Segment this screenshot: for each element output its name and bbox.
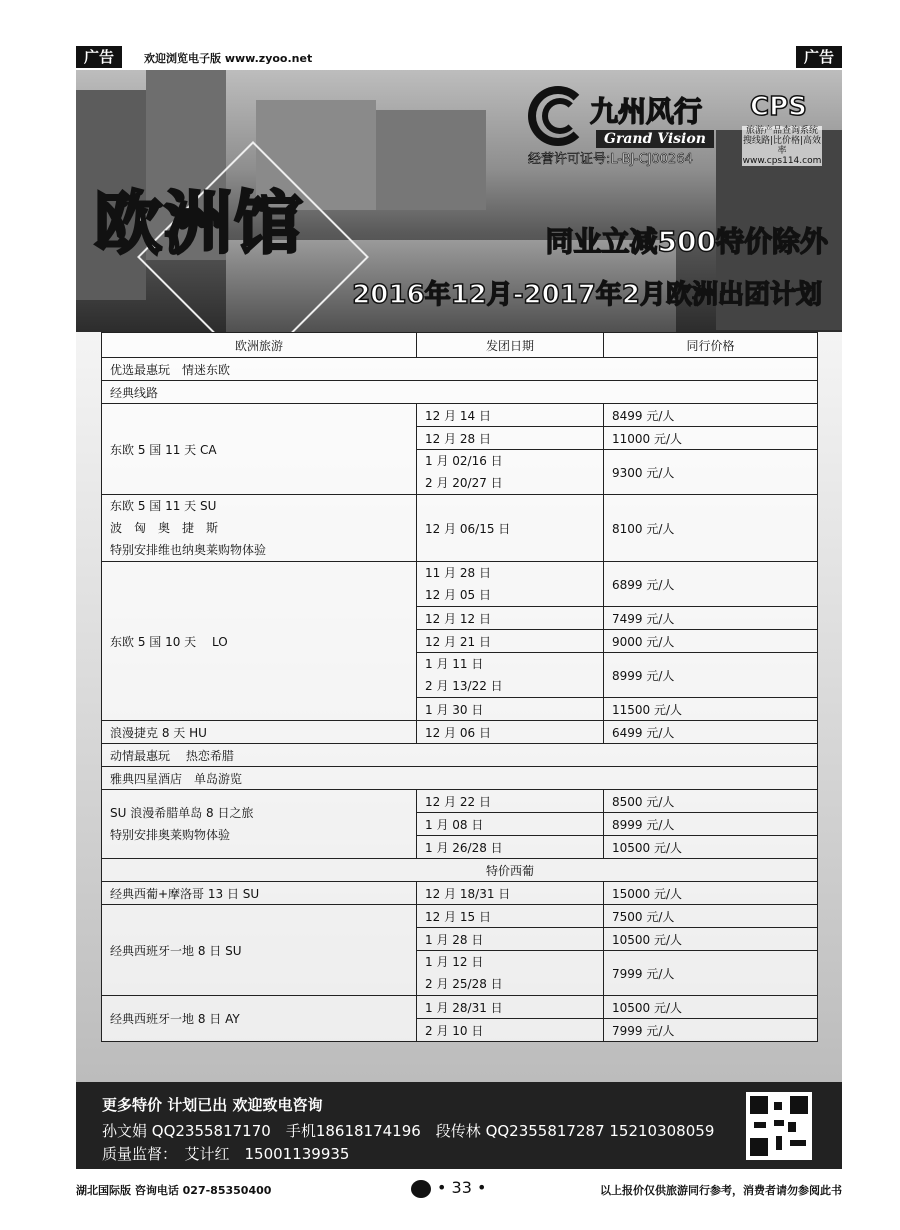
table-row bbox=[102, 495, 818, 562]
section-title: 特价西葡 bbox=[417, 859, 604, 882]
departure-date: 12 月 21 日 bbox=[417, 630, 604, 653]
price: 11500 元/人 bbox=[604, 698, 818, 721]
table-row bbox=[102, 562, 818, 607]
departure-date: 2 月 10 日 bbox=[417, 1019, 604, 1042]
section-row bbox=[102, 859, 818, 882]
plan-title: 2016年12月-2017年2月欧洲出团计划 bbox=[352, 280, 822, 310]
contact-footer bbox=[76, 1082, 842, 1169]
price: 8500 元/人 bbox=[604, 790, 818, 813]
departure-date: 1 月 30 日 bbox=[417, 698, 604, 721]
price: 15000 元/人 bbox=[604, 882, 818, 905]
route-line: 波 匈 奥 捷 斯 bbox=[110, 521, 219, 535]
table-header-row bbox=[102, 333, 818, 358]
departure-date: 1 月 28 日 bbox=[417, 928, 604, 951]
departure-date bbox=[417, 951, 604, 996]
section-title: 优选最惠玩 情迷东欧 bbox=[102, 358, 818, 381]
departure-date: 12 月 28 日 bbox=[417, 427, 604, 450]
cps-sub-line: 旅游产品查询系统 bbox=[745, 126, 818, 136]
departure-date bbox=[417, 562, 604, 607]
section-row bbox=[102, 358, 818, 381]
departure-date bbox=[417, 653, 604, 698]
license-number: 经营许可证号:L-BJ-CJ00264 bbox=[528, 152, 693, 167]
qr-code-icon bbox=[746, 1092, 812, 1160]
logo-arc-inner-icon bbox=[542, 98, 578, 134]
table-row bbox=[102, 905, 818, 928]
top-bar bbox=[76, 46, 842, 70]
price: 6499 元/人 bbox=[604, 721, 818, 744]
contact-phones: 孙文娟 QQ2355817170 手机18618174196 段传林 QQ2355817287 15210308059 bbox=[102, 1122, 715, 1140]
route-name: 经典西班牙一地 8 日 AY bbox=[102, 996, 417, 1042]
brand-name-cn: 九州风行 bbox=[590, 95, 703, 128]
price: 8999 元/人 bbox=[604, 813, 818, 836]
contact-headline: 更多特价 计划已出 欢迎致电咨询 bbox=[102, 1096, 323, 1114]
price: 7500 元/人 bbox=[604, 905, 818, 928]
price: 7999 元/人 bbox=[604, 951, 818, 996]
departure-date: 1 月 28/31 日 bbox=[417, 996, 604, 1019]
departure-date: 12 月 06 日 bbox=[417, 721, 604, 744]
date-line: 2 月 13/22 日 bbox=[425, 679, 503, 693]
date-line: 1 月 02/16 日 bbox=[425, 454, 503, 468]
table-row bbox=[102, 996, 818, 1019]
table-row bbox=[102, 721, 818, 744]
route-line: SU 浪漫希腊单岛 8 日之旅 bbox=[110, 806, 254, 820]
price: 9000 元/人 bbox=[604, 630, 818, 653]
promo-text: 同业立减500特价除外 bbox=[545, 225, 828, 258]
price: 9300 元/人 bbox=[604, 450, 818, 495]
departure-date: 12 月 22 日 bbox=[417, 790, 604, 813]
departure-date: 1 月 26/28 日 bbox=[417, 836, 604, 859]
price: 7999 元/人 bbox=[604, 1019, 818, 1042]
brand-name-en: Grand Vision bbox=[596, 130, 714, 148]
price: 6899 元/人 bbox=[604, 562, 818, 607]
browse-text: 欢迎浏览电子版 www.zyoo.net bbox=[144, 52, 313, 65]
hero-title: 欧洲馆 bbox=[94, 185, 305, 264]
section-spacer bbox=[102, 859, 417, 882]
header-date: 发团日期 bbox=[417, 333, 604, 358]
price: 8499 元/人 bbox=[604, 404, 818, 427]
route-name bbox=[102, 790, 417, 859]
route-name: 经典西葡+摩洛哥 13 日 SU bbox=[102, 882, 417, 905]
price: 10500 元/人 bbox=[604, 996, 818, 1019]
departure-date: 12 月 18/31 日 bbox=[417, 882, 604, 905]
route-name: 浪漫捷克 8 天 HU bbox=[102, 721, 417, 744]
quality-supervisor: 质量监督： 艾计红 15001139935 bbox=[102, 1145, 350, 1163]
price: 8999 元/人 bbox=[604, 653, 818, 698]
price: 10500 元/人 bbox=[604, 836, 818, 859]
cps-sub-line: www.cps114.com bbox=[742, 156, 822, 166]
departure-date: 12 月 06/15 日 bbox=[417, 495, 604, 562]
page-number-block bbox=[411, 1178, 486, 1198]
date-line: 2 月 20/27 日 bbox=[425, 476, 503, 490]
hero-banner bbox=[76, 70, 842, 332]
price: 7499 元/人 bbox=[604, 607, 818, 630]
route-name: 经典西班牙一地 8 日 SU bbox=[102, 905, 417, 996]
cps-subtitle bbox=[742, 126, 822, 166]
section-title: 动情最惠玩 热恋希腊 bbox=[102, 744, 818, 767]
departure-date: 12 月 12 日 bbox=[417, 607, 604, 630]
departure-date: 12 月 14 日 bbox=[417, 404, 604, 427]
cps-logo: CPS bbox=[750, 92, 807, 122]
date-line: 1 月 12 日 bbox=[425, 955, 484, 969]
tour-table bbox=[101, 332, 818, 1042]
header-route: 欧洲旅游 bbox=[102, 333, 417, 358]
route-line: 东欧 5 国 11 天 SU bbox=[110, 499, 217, 513]
route-name: 东欧 5 国 10 天 LO bbox=[102, 562, 417, 721]
price: 8100 元/人 bbox=[604, 495, 818, 562]
date-line: 2 月 25/28 日 bbox=[425, 977, 503, 991]
price: 10500 元/人 bbox=[604, 928, 818, 951]
departure-date: 12 月 15 日 bbox=[417, 905, 604, 928]
table-row bbox=[102, 790, 818, 813]
section-row bbox=[102, 744, 818, 767]
cps-sub-line: 搜线路|比价格|高效率 bbox=[742, 136, 822, 156]
date-line: 11 月 28 日 bbox=[425, 566, 491, 580]
footer-left: 湖北国际版 咨询电话 027-85350400 bbox=[76, 1184, 272, 1197]
section-row bbox=[102, 381, 818, 404]
section-title: 雅典四星酒店 单岛游览 bbox=[102, 767, 818, 790]
date-line: 12 月 05 日 bbox=[425, 588, 491, 602]
route-line: 特别安排维也纳奥莱购物体验 bbox=[110, 543, 267, 557]
price: 11000 元/人 bbox=[604, 427, 818, 450]
departure-date bbox=[417, 450, 604, 495]
route-name bbox=[102, 495, 417, 562]
table-row bbox=[102, 882, 818, 905]
page-number: • 33 • bbox=[437, 1178, 487, 1197]
date-line: 1 月 11 日 bbox=[425, 657, 484, 671]
section-row bbox=[102, 767, 818, 790]
section-spacer bbox=[604, 859, 818, 882]
ad-tag-right: 广告 bbox=[796, 46, 842, 68]
publisher-logo-icon bbox=[411, 1180, 431, 1198]
route-name: 东欧 5 国 11 天 CA bbox=[102, 404, 417, 495]
departure-date: 1 月 08 日 bbox=[417, 813, 604, 836]
table-row bbox=[102, 404, 818, 427]
page-footer bbox=[76, 1178, 842, 1200]
section-title: 经典线路 bbox=[102, 381, 818, 404]
ad-tag-left: 广告 bbox=[76, 46, 122, 68]
route-line: 特别安排奥莱购物体验 bbox=[110, 828, 231, 842]
building-image bbox=[376, 110, 486, 210]
header-price: 同行价格 bbox=[604, 333, 818, 358]
table-area bbox=[76, 332, 842, 1082]
footer-right: 以上报价仅供旅游同行参考，消费者请勿参阅此书 bbox=[600, 1184, 842, 1197]
